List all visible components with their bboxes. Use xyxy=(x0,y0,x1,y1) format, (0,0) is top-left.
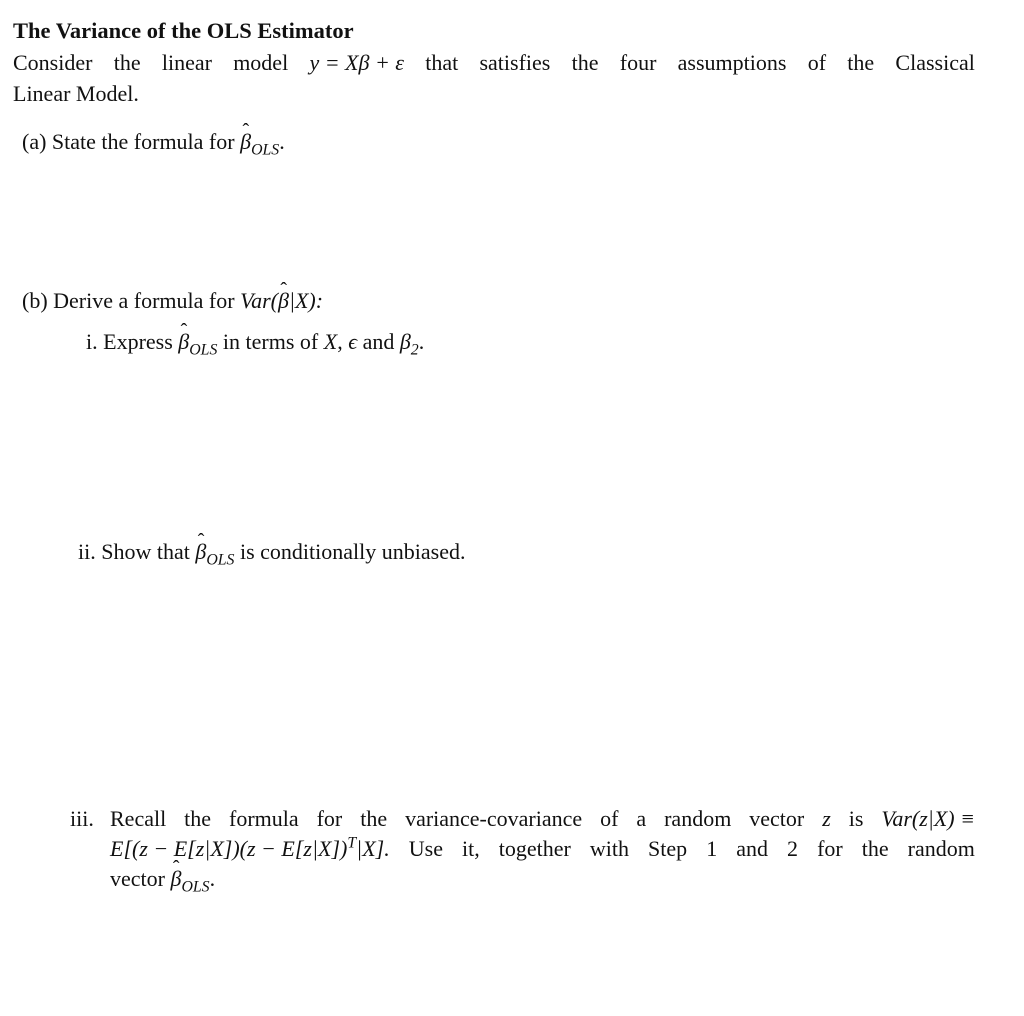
question-a-text: State the formula for xyxy=(51,129,235,154)
question-b-i: i. Express ˆ $\beta_{OLS}$ in terms of X, ϵ and $\beta_2$. xyxy=(86,327,424,357)
question-b-text: Derive a formula for xyxy=(53,288,235,313)
question-a: (a) State the formula for ˆ $\beta_{OLS}$. xyxy=(22,127,285,157)
var-x: X xyxy=(323,329,338,354)
intro-word: the xyxy=(571,50,599,75)
intro-line-2: Linear Model. xyxy=(13,81,139,106)
intro-word: Classical xyxy=(895,50,975,75)
question-a-label: (a) xyxy=(22,129,47,154)
question-b-ii-label: ii. xyxy=(78,539,96,564)
beta-ols-symbol: ˆ $\beta_{OLS}$ xyxy=(240,129,279,154)
beta-ols-symbol: ˆ $\beta_{OLS}$ xyxy=(178,329,217,354)
intro-word: satisfies xyxy=(479,50,551,75)
intro-word: the xyxy=(847,50,875,75)
question-b-i-label: i. xyxy=(86,329,98,354)
question-b-label: (b) xyxy=(22,288,48,313)
question-b-iii-line-2: $E[(z - E[z|X])(z - E[z|X])^T|X]$. Use it, together with Step 1 and 2 for the random xyxy=(110,834,975,864)
question-b-ii: ii. Show that ˆ $\beta_{OLS}$ is conditionally unbiased. xyxy=(78,537,465,567)
beta-2-symbol: $\beta_2$ xyxy=(399,329,419,359)
question-b-iii-line-1: Recall the formula for the variance-covariance of a random vector z is Var(z|X) ≡ xyxy=(110,804,975,834)
intro-word: the xyxy=(113,50,141,75)
var-epsilon: ϵ xyxy=(348,329,358,354)
question-b-i-text: Express xyxy=(103,329,173,354)
variance-definition: Var(z|X) ≡ xyxy=(881,806,975,831)
beta-ols-symbol: ˆ $\beta_{OLS}$ xyxy=(195,539,234,564)
variance-formula: Var(ˆ β|X): xyxy=(240,288,323,313)
covariance-expression: $E[(z - E[z|X])(z - E[z|X])^T|X]$. xyxy=(110,834,390,861)
intro-word: assumptions xyxy=(677,50,787,75)
page-title: The Variance of the OLS Estimator xyxy=(13,18,354,43)
intro-paragraph xyxy=(13,47,975,109)
var-z: z xyxy=(822,806,831,831)
question-b-iii-label: iii. xyxy=(70,806,94,831)
question-b xyxy=(22,286,323,316)
intro-word: four xyxy=(619,50,657,75)
model-equation: y = Xβ + ε xyxy=(309,50,404,75)
intro-word: linear xyxy=(161,50,212,75)
intro-word: Consider xyxy=(13,50,93,75)
question-b-iii xyxy=(110,804,975,894)
question-b-ii-text: Show that xyxy=(101,539,190,564)
intro-word: that xyxy=(425,50,459,75)
question-b-iii-line-3: vector ˆ $\beta_{OLS}$. xyxy=(110,864,975,894)
beta-ols-symbol: ˆ $\beta_{OLS}$ xyxy=(170,866,209,891)
intro-word: of xyxy=(807,50,827,75)
intro-word: model xyxy=(233,50,289,75)
intro-line-1 xyxy=(13,47,975,78)
